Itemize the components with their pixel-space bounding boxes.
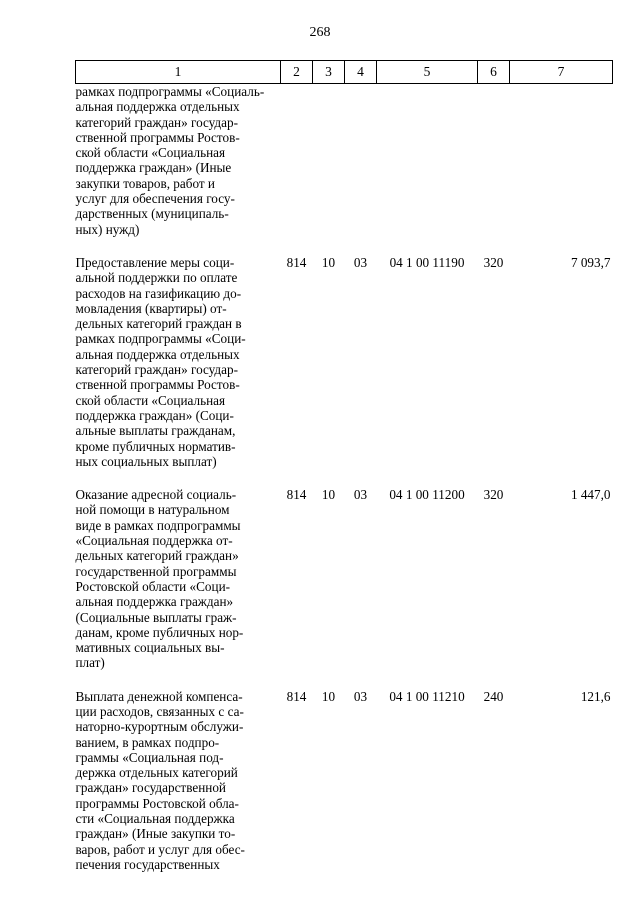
description-line: рамках подпрограммы «Соци-: [75, 331, 246, 347]
description-line: виде в рамках подпрограммы: [75, 517, 241, 533]
header-col-7: 7: [510, 61, 613, 84]
description-line: Оказание адресной социаль-: [75, 487, 237, 503]
description-line: ственной программы Ростов-: [75, 377, 240, 393]
target-article-code: 04 1 00 11200: [389, 487, 465, 503]
header-col-5: 5: [377, 61, 478, 84]
description-line: плат): [75, 655, 105, 671]
description-line: мовладения (квартиры) от-: [75, 300, 227, 316]
row-spacer: [76, 671, 613, 689]
description-line: Ростовской области «Соци-: [75, 578, 231, 594]
description-line: ской области «Социальная: [75, 145, 226, 161]
description-line: печения государственных: [75, 856, 220, 872]
ministry-code: 814: [286, 487, 307, 503]
description-line: сти «Социальная поддержка: [75, 811, 235, 827]
row-description: [76, 255, 281, 469]
subsection-code: [345, 84, 377, 237]
description-line: рамках подпрограммы «Социаль-: [75, 84, 265, 99]
description-line: данам, кроме публичных нор-: [75, 624, 244, 640]
description-line: услуг для обеспечения госу-: [75, 191, 235, 207]
target-article-code: [377, 84, 478, 237]
expense-type-code: 320: [483, 254, 504, 270]
description-line: дельных категорий граждан в: [75, 316, 242, 332]
section-code: [313, 84, 345, 237]
description-line: ской области «Социальная: [75, 392, 226, 408]
header-col-6: 6: [478, 61, 510, 84]
description-line: ной помощи в натуральном: [75, 502, 230, 518]
subsection-code: 03: [353, 487, 368, 503]
budget-table: [75, 60, 613, 872]
description-line: поддержка граждан» (Иные: [75, 160, 232, 176]
expense-type-code: [478, 84, 510, 237]
description-line: альная поддержка граждан»: [75, 594, 234, 610]
description-line: граждан» государственной: [75, 780, 226, 796]
table-header-row: [76, 61, 613, 84]
header-col-2: 2: [281, 61, 313, 84]
description-line: кроме публичных норматив-: [75, 438, 236, 454]
amount-value: [510, 84, 613, 237]
description-line: граммы «Социальная под-: [75, 749, 224, 765]
section-code: 10: [321, 254, 336, 270]
description-line: ственной программы Ростов-: [75, 129, 240, 145]
description-line: закупки товаров, работ и: [75, 175, 215, 191]
description-line: ванием, в рамках подпро-: [75, 734, 220, 750]
description-line: ных социальных выплат): [75, 453, 217, 469]
description-line: расходов на газификацию до-: [75, 285, 242, 301]
description-line: категорий граждан» государ-: [75, 362, 238, 378]
description-line: поддержка граждан» (Соци-: [75, 407, 234, 423]
description-line: наторно-курортным обслужи-: [75, 719, 244, 735]
amount-value: 1 447,0: [570, 487, 611, 503]
row-spacer-cell: [76, 469, 613, 487]
target-article-code: 04 1 00 11210: [389, 688, 465, 704]
description-line: Предоставление меры соци-: [75, 254, 235, 270]
table-row: [76, 689, 613, 873]
row-description: [76, 487, 281, 671]
subsection-code: 03: [353, 254, 368, 270]
page-number: 268: [309, 25, 331, 40]
description-line: альная поддержка отдельных: [75, 346, 240, 362]
description-line: «Социальная поддержка от-: [75, 533, 233, 549]
section-code: 10: [321, 487, 336, 503]
table-row: [76, 487, 613, 671]
row-description: [76, 84, 281, 237]
description-line: держка отдельных категорий: [75, 765, 238, 781]
description-line: мативных социальных вы-: [75, 640, 225, 656]
description-line: ции расходов, связанных с са-: [75, 703, 244, 719]
subsection-code: 03: [353, 688, 368, 704]
amount-value: 121,6: [580, 688, 611, 704]
row-spacer: [76, 237, 613, 255]
description-line: граждан» (Иные закупки то-: [75, 826, 236, 842]
description-line: альная поддержка отдельных: [75, 99, 240, 115]
description-line: дарственных (муниципаль-: [75, 206, 229, 222]
table-row: [76, 255, 613, 469]
row-spacer: [76, 469, 613, 487]
description-line: дельных категорий граждан»: [75, 548, 239, 564]
section-code: 10: [321, 688, 336, 704]
description-line: программы Ростовской обла-: [75, 795, 239, 811]
table-row: [76, 84, 613, 237]
row-spacer-cell: [76, 671, 613, 689]
header-col-3: 3: [313, 61, 345, 84]
header-col-1: 1: [76, 61, 281, 84]
row-description: [76, 689, 281, 873]
description-line: альные выплаты гражданам,: [75, 423, 236, 439]
description-line: варов, работ и услуг для обес-: [75, 841, 245, 857]
ministry-code: [281, 84, 313, 237]
description-line: государственной программы: [75, 563, 237, 579]
ministry-code: 814: [286, 688, 307, 704]
expense-type-code: 320: [483, 487, 504, 503]
target-article-code: 04 1 00 11190: [389, 254, 465, 270]
row-spacer-cell: [76, 237, 613, 255]
description-line: ных) нужд): [75, 221, 140, 237]
ministry-code: 814: [286, 254, 307, 270]
header-col-4: 4: [345, 61, 377, 84]
description-line: категорий граждан» государ-: [75, 114, 238, 130]
table-body: [76, 84, 613, 873]
description-line: Выплата денежной компенса-: [75, 688, 243, 704]
description-line: (Социальные выплаты граж-: [75, 609, 237, 625]
amount-value: 7 093,7: [570, 254, 611, 270]
description-line: альной поддержки по оплате: [75, 270, 238, 286]
expense-type-code: 240: [483, 688, 504, 704]
